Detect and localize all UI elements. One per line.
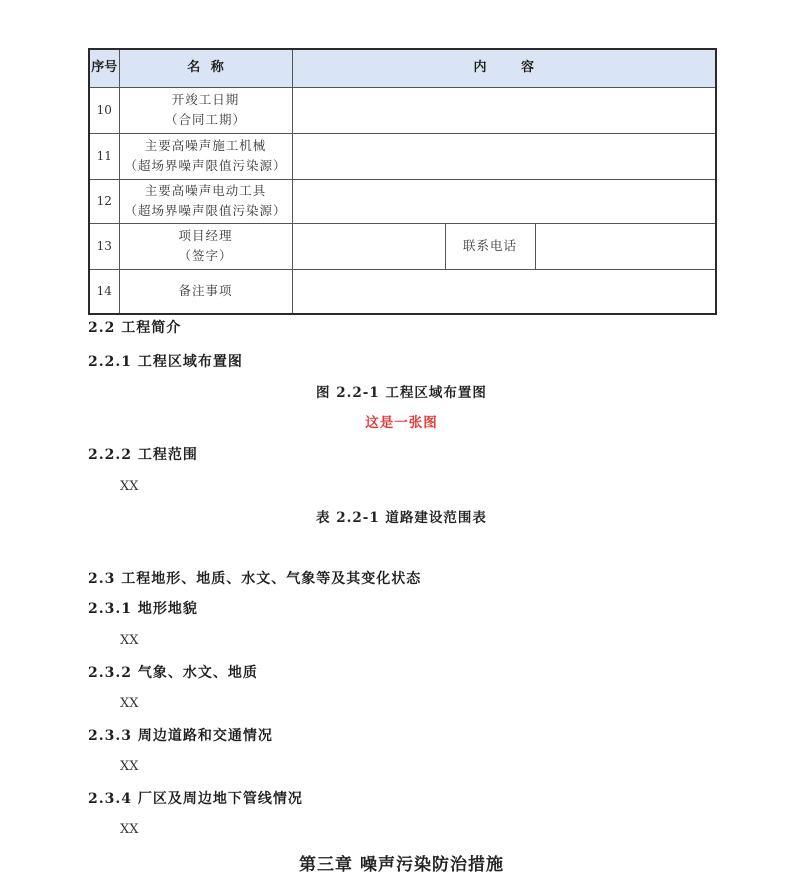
table-caption: 表 2.2-1 道路建设范围表	[316, 510, 487, 526]
section-2-2-1-heading: 2.2.1 工程区域布置图	[88, 354, 243, 370]
header-content: 内 容	[292, 49, 716, 87]
figure-placeholder: 这是一张图	[365, 415, 438, 431]
contact-phone-label-text: 联系电话	[462, 238, 517, 253]
header-no: 序号	[89, 49, 119, 87]
row-no: 11	[89, 133, 119, 179]
row-name	[119, 87, 292, 133]
section-2-3-4-heading: 2.3.4 厂区及周边地下管线情况	[88, 791, 303, 807]
section-2-3-1-body: XX	[120, 633, 139, 648]
table-row	[89, 133, 716, 179]
chapter-3-title: 第三章 噪声污染防治措施	[299, 855, 504, 875]
row-content-cell[interactable]	[292, 133, 716, 179]
row-name	[119, 223, 292, 269]
contact-phone-cell[interactable]	[535, 223, 716, 269]
header-name: 名 称	[119, 49, 292, 87]
row-name-line1: 主要高噪声施工机械	[144, 138, 267, 153]
row-name-line1: 主要高噪声电动工具	[144, 183, 267, 198]
row-no: 10	[89, 87, 119, 133]
row-no: 14	[89, 269, 119, 314]
section-2-3-2-body: XX	[120, 696, 139, 711]
section-2-3-heading: 2.3 工程地形、地质、水文、气象等及其变化状态	[88, 571, 422, 587]
figure-caption: 图 2.2-1 工程区域布置图	[316, 385, 487, 401]
section-2-3-3-body: XX	[120, 759, 139, 774]
row-name	[119, 133, 292, 179]
section-2-2-2-body: XX	[120, 479, 139, 494]
project-info-table	[88, 48, 717, 315]
table-row	[89, 87, 716, 133]
row-name-line2: （超场界噪声限值污染源）	[124, 158, 287, 173]
row-name-line1: 开竣工日期	[171, 92, 240, 107]
row-no: 12	[89, 179, 119, 223]
row-name-line2: （签字）	[178, 248, 233, 263]
row-name-line1: 项目经理	[178, 228, 233, 243]
section-2-3-3-heading: 2.3.3 周边道路和交通情况	[88, 728, 273, 744]
row-content-cell[interactable]	[292, 179, 716, 223]
row-name-line2: （超场界噪声限值污染源）	[124, 203, 287, 218]
table-row	[89, 179, 716, 223]
row-content-cell[interactable]	[292, 87, 716, 133]
table-row	[89, 223, 716, 269]
section-2-3-1-heading: 2.3.1 地形地貌	[88, 601, 198, 617]
contact-phone-label	[445, 223, 535, 269]
table-header-row	[89, 49, 716, 87]
row-no: 13	[89, 223, 119, 269]
section-2-2-2-heading: 2.2.2 工程范围	[88, 447, 198, 463]
section-2-3-4-body: XX	[120, 822, 139, 837]
row-name-line2: （合同工期）	[164, 112, 246, 127]
section-2-2-heading: 2.2 工程简介	[88, 320, 182, 336]
section-2-3-2-heading: 2.3.2 气象、水文、地质	[88, 665, 258, 681]
row-name-line1: 备注事项	[178, 283, 233, 299]
row-name	[119, 269, 292, 314]
table-row	[89, 269, 716, 314]
row-name	[119, 179, 292, 223]
manager-signature-cell[interactable]	[292, 223, 445, 269]
row-content-cell[interactable]	[292, 269, 716, 314]
